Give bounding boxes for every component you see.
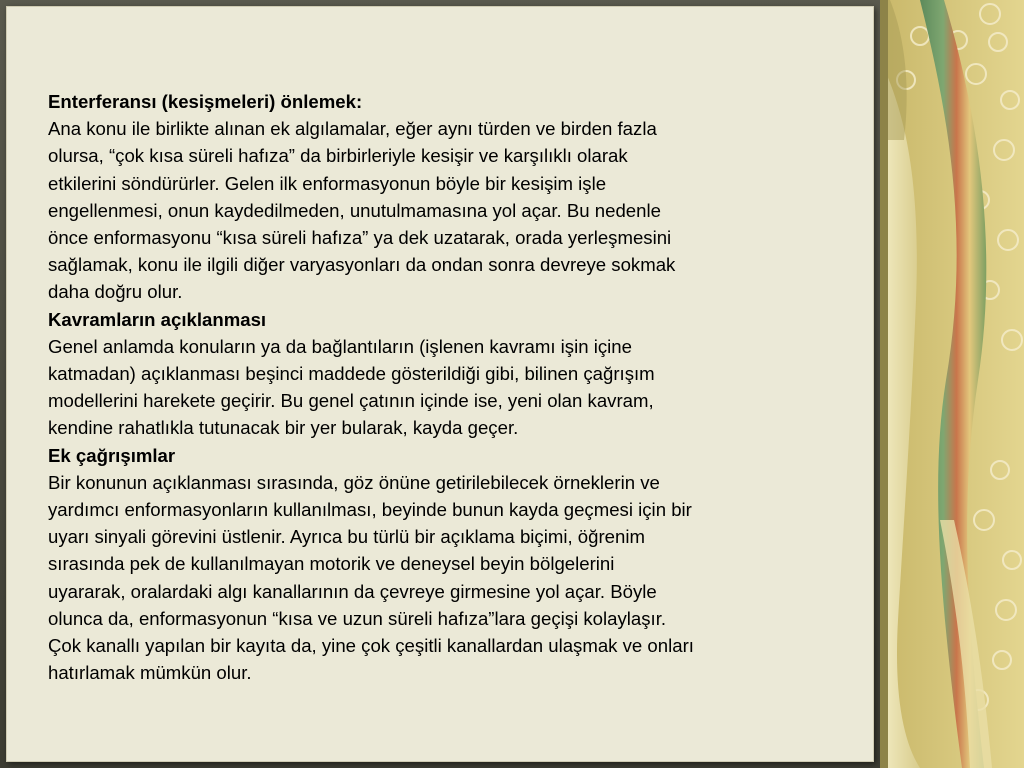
body-line: olunca da, enformasyonun “kısa ve uzun süreli hafıza”lara geçişi kolaylaşır.: [48, 607, 667, 629]
body-line: olursa, “çok kısa süreli hafıza” da birbirleriyle kesişir ve karşılıklı olarak: [48, 145, 628, 167]
body-line: etkilerini söndürürler. Gelen ilk enformasyonun böyle bir kesişim işle: [48, 172, 607, 194]
body-line: Bir konunun açıklanması sırasında, göz önüne getirilebilecek örneklerin ve: [48, 471, 660, 493]
body-line: modellerini harekete geçirir. Bu genel çatının içinde ise, yeni olan kavram,: [48, 390, 654, 412]
body-line: Çok kanallı yapılan bir kayıta da, yine çok çeşitli kanallardan ulaşmak ve onları: [48, 635, 694, 657]
body-line: sağlamak, konu ile ilgili diğer varyasyonları da ondan sonra devreye sokmak: [48, 254, 676, 276]
body-line: sırasında pek de kullanılmayan motorik ve deneysel beyin bölgelerini: [48, 553, 615, 575]
decorative-side-art: [880, 0, 1024, 768]
body-line: engellenmesi, onun kaydedilmeden, unutulmamasına yol açar. Bu nedenle: [48, 199, 661, 221]
body-line: uyarı sinyali görevini üstlenir. Ayrıca bu türlü bir açıklama biçimi, öğrenim: [48, 526, 645, 548]
body-line: uyararak, oralardaki algı kanallarının da çevreye girmesine yol açar. Böyle: [48, 580, 657, 602]
body-line: daha doğru olur.: [48, 281, 183, 303]
body-line: katmadan) açıklanması beşinci maddede gösterildiği gibi, bilinen çağrışım: [48, 363, 655, 385]
body-line: Genel anlamda konuların ya da bağlantıların (işlenen kavramı işin içine: [48, 335, 632, 357]
body-line: önce enformasyonu “kısa süreli hafıza” ya dek uzatarak, orada yerleşmesini: [48, 227, 672, 249]
body-line: hatırlamak mümkün olur.: [48, 662, 252, 684]
slide-content: [48, 88, 848, 686]
section-heading-concepts: Kavramların açıklanması: [48, 308, 267, 330]
section-heading-interference: Enterferansı (kesişmeleri) önlemek:: [48, 91, 363, 112]
body-line: kendine rahatlıkla tutunacak bir yer bularak, kayda geçer.: [48, 417, 519, 439]
body-line: yardımcı enformasyonların kullanılması, beyinde bunun kayda geçmesi için bir: [48, 499, 692, 521]
section-heading-associations: Ek çağrışımlar: [48, 444, 176, 466]
body-line: Ana konu ile birlikte alınan ek algılamalar, eğer aynı türden ve birden fazla: [48, 118, 657, 140]
